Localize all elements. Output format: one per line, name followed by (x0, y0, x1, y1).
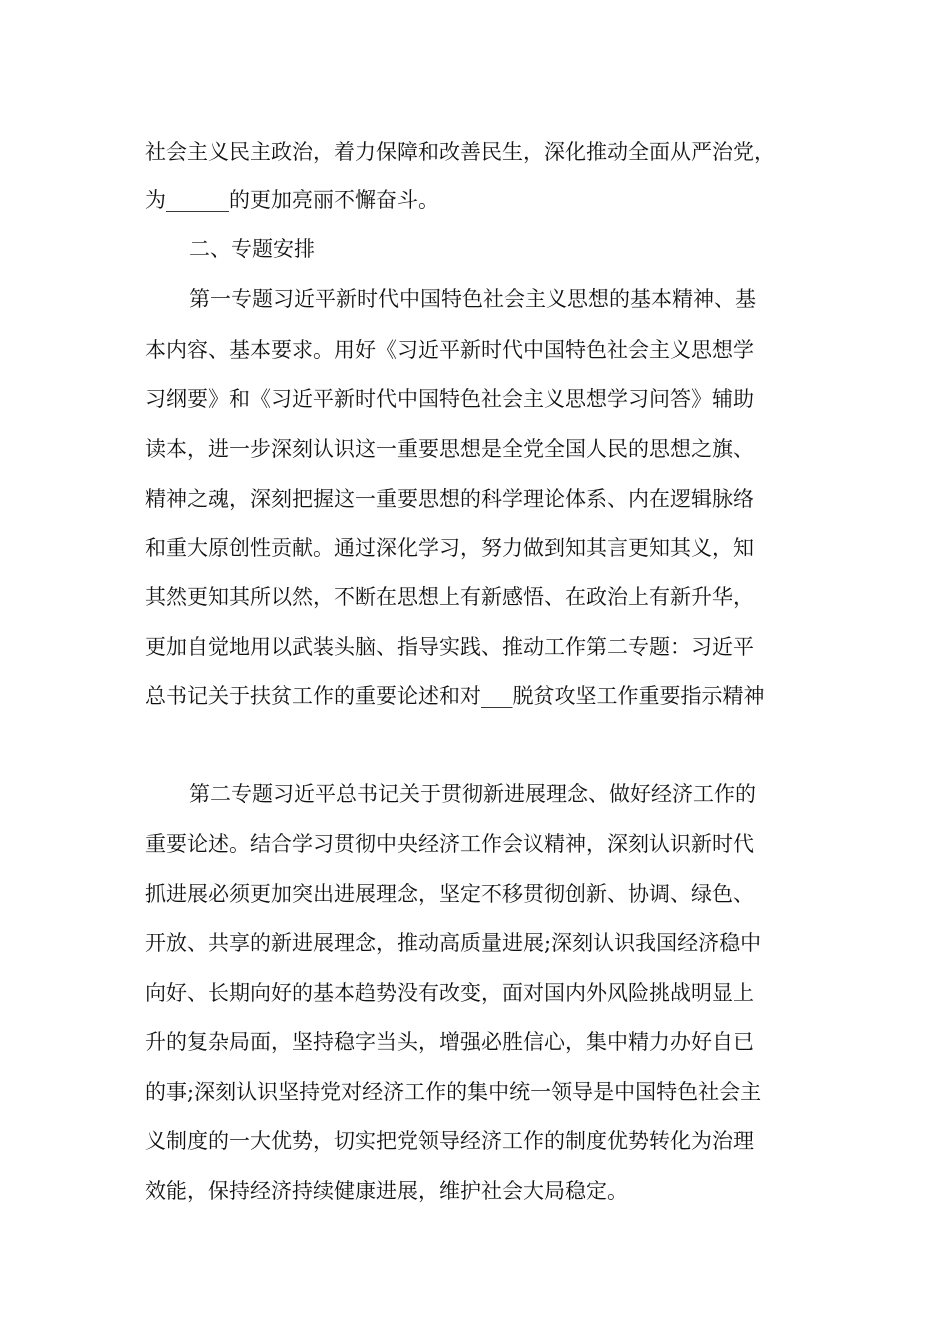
paragraph-3-line-7: 的事;深刻认识坚持党对经济工作的集中统一领导是中国特色社会主 (145, 1080, 762, 1104)
paragraph-2-line-7: 其然更知其所以然，不断在思想上有新感悟、在政治上有新升华， (145, 585, 754, 609)
paragraph-2-line-9: 总书记关于扶贫工作的重要论述和对___脱贫攻坚工作重要指示精神 (145, 684, 765, 708)
paragraph-1-line-2: 为______的更加亮丽不懈奋斗。 (145, 188, 439, 212)
paragraph-3-line-3: 抓进展必须更加突出进展理念，坚定不移贯彻创新、协调、绿色、 (145, 882, 754, 906)
paragraph-2-line-1: 第一专题习近平新时代中国特色社会主义思想的基本精神、基 (189, 287, 756, 311)
paragraph-2-line-6: 和重大原创性贡献。通过深化学习，努力做到知其言更知其义，知 (145, 536, 754, 560)
paragraph-3-line-9: 效能，保持经济持续健康进展，维护社会大局稳定。 (145, 1179, 628, 1203)
paragraph-3-line-2: 重要论述。结合学习贯彻中央经济工作会议精神，深刻认识新时代 (145, 832, 754, 856)
paragraph-3-line-1: 第二专题习近平总书记关于贯彻新进展理念、做好经济工作的 (189, 782, 756, 806)
paragraph-2-line-8: 更加自觉地用以武装头脑、指导实践、推动工作第二专题：习近平 (145, 635, 754, 659)
paragraph-2-line-2: 本内容、基本要求。用好《习近平新时代中国特色社会主义思想学 (145, 338, 754, 362)
paragraph-2-line-4: 读本，进一步深刻认识这一重要思想是全党全国人民的思想之旗、 (145, 437, 754, 461)
paragraph-1-line-1: 社会主义民主政治，着力保障和改善民生，深化推动全面从严治党， (145, 140, 775, 164)
paragraph-2-line-5: 精神之魂，深刻把握这一重要思想的科学理论体系、内在逻辑脉络 (145, 487, 754, 511)
paragraph-2-line-3: 习纲要》和《习近平新时代中国特色社会主义思想学习问答》辅助 (145, 387, 754, 411)
section-heading: 二、专题安排 (189, 237, 315, 261)
paragraph-3-line-8: 义制度的一大优势，切实把党领导经济工作的制度优势转化为治理 (145, 1129, 754, 1153)
paragraph-3-line-6: 升的复杂局面，坚持稳字当头，增强必胜信心，集中精力办好自已 (145, 1030, 754, 1054)
paragraph-3-line-4: 开放、共享的新进展理念，推动高质量进展;深刻认识我国经济稳中 (145, 931, 762, 955)
paragraph-3-line-5: 向好、长期向好的基本趋势没有改变，面对国内外风险挑战明显上 (145, 981, 754, 1005)
